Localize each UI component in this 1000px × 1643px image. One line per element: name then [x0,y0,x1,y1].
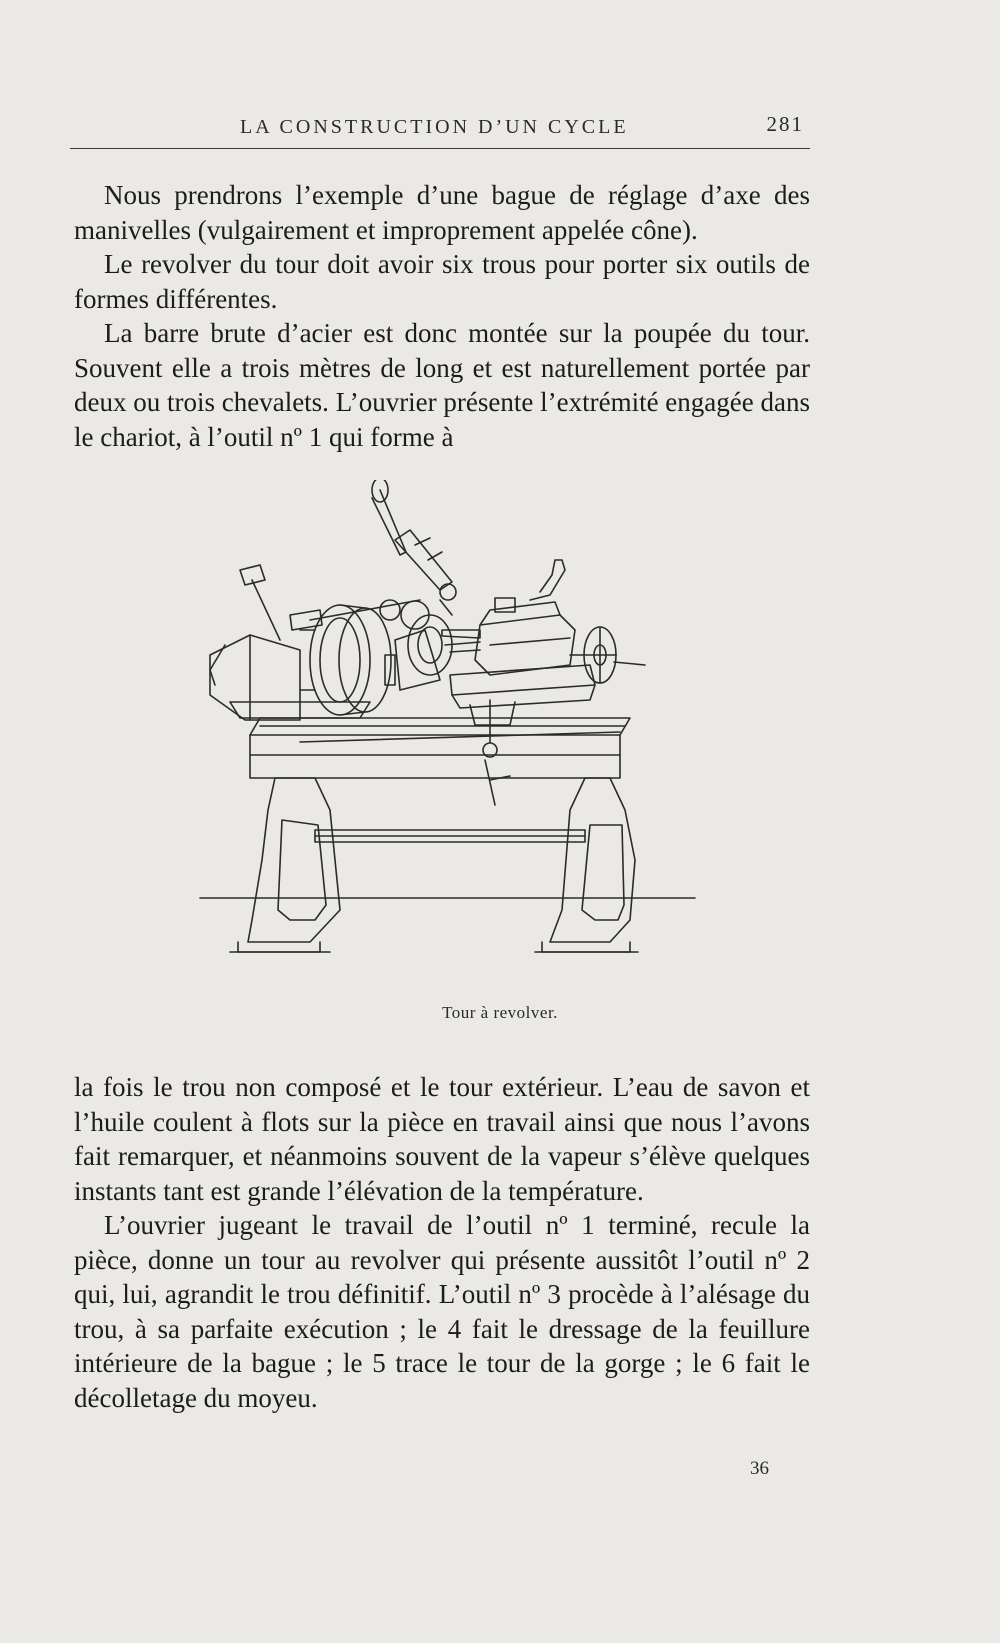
lathe-illustration [190,480,710,1010]
figure-caption: Tour à revolver. [442,1003,558,1022]
paragraph: Nous prendrons l’exemple d’une bague de réglage d’axe des manivelles (vulgairement et improprement appelée cône). [74,180,810,245]
signature-mark: 36 [750,1458,769,1479]
paragraph: la fois le trou non composé et le tour extérieur. L’eau de savon et l’huile coulent à flots sur la pièce en travail ainsi que nous l’avons fait remarquer, et néanmoins souvent de la vapeur s’élève quelques instants tant est grande l’élévation de la température. [74,1072,810,1206]
running-head [70,108,810,149]
body-text-bottom [74,1070,810,1415]
running-title: LA CONSTRUCTION D’UN CYCLE [240,116,629,138]
paragraph: La barre brute d’acier est donc montée sur la poupée du tour. Souvent elle a trois mètres de long et est naturellement portée par deux ou trois chevalets. L’ouvrier présente l’extrémité engagée dans le chariot, à l’outil nº 1 qui forme à [74,318,810,452]
turret-lathe-drawing [190,480,710,1010]
page-number: 281 [766,112,804,136]
paragraph: Le revolver du tour doit avoir six trous pour porter six outils de formes différentes. [74,249,810,314]
body-text-top [74,178,810,454]
paragraph: L’ouvrier jugeant le travail de l’outil nº 1 terminé, recule la pièce, donne un tour au revolver qui présente aussitôt l’outil nº 2 qui, lui, agrandit le trou définitif. L’outil nº 3 procède à l’alésage du trou, à sa parfaite exécution ; le 4 fait le dressage de la feuillure intérieure de la bague ; le 5 trace le tour de la gorge ; le 6 fait le décolletage du moyeu. [74,1210,810,1413]
